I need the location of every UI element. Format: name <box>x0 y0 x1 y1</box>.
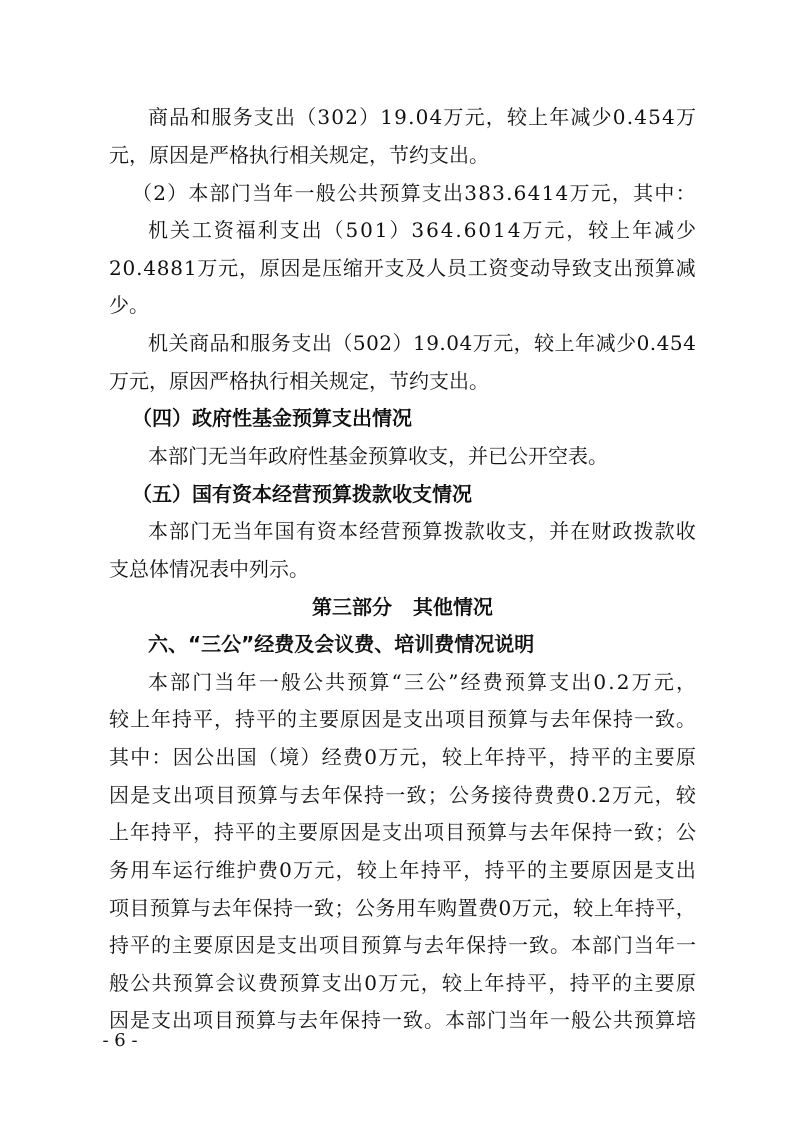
body-text-line: 因 是 支 出 项 目 预 算 与 去 年 保 持 一 致 。 本 部 门 当 年 一 般 公 共 预 算 培 <box>109 1008 696 1032</box>
body-text-line: 较 上 年 持 平 ， 持 平 的 主 要 原 因 是 支 出 项 目 预 算 与 去 年 保 持 一 致 。 <box>109 707 696 731</box>
body-text-line: 2 0 . 4 8 8 1 万 元 ， 原 因 是 压 缩 开 支 及 人 员 工 资 变 动 导 致 支 出 预 算 减 <box>109 256 696 280</box>
body-text-line: 因 是 支 出 项 目 预 算 与 去 年 保 持 一 致 ； 公 务 接 待 费 费 0 . 2 万 元 ， 较 <box>109 783 696 807</box>
body-text-line: 般 公 共 预 算 会 议 费 预 算 支 出 0 万 元 ， 较 上 年 持 平 ， 持 平 的 主 要 原 <box>109 971 696 995</box>
body-text-line: 项 目 预 算 与 去 年 保 持 一 致 ； 公 务 用 车 购 置 费 0 万 元 ， 较 上 年 持 平 ， <box>109 896 696 920</box>
body-text-line: 本部门无当年政府性基金预算收支，并已公开空表。 <box>148 444 608 468</box>
part-heading: 第三部分 其他情况 <box>312 595 493 619</box>
body-text-line: 务 用 车 运 行 维 护 费 0 万 元 ， 较 上 年 持 平 ， 持 平 的 主 要 原 因 是 支 出 <box>109 858 696 882</box>
body-text-line: （ 2 ） 本 部 门 当 年 一 般 公 共 预 算 支 出 3 8 3 . 6 4 1 4 万 元 ， 其 中 ： <box>132 181 696 205</box>
body-text-line: 持 平 的 主 要 原 因 是 支 出 项 目 预 算 与 去 年 保 持 一 致 。 本 部 门 当 年 一 <box>109 933 696 957</box>
section-heading: 六、“三公”经费及会议费、培训费情况说明 <box>148 632 535 656</box>
section-heading: （四）政府性基金预算支出情况 <box>132 406 412 430</box>
body-text-line: 元，原因是严格执行相关规定，节约支出。 <box>109 143 489 167</box>
body-text-line: 万元，原因严格执行相关规定，节约支出。 <box>109 369 489 393</box>
body-text-line: 本 部 门 无 当 年 国 有 资 本 经 营 预 算 拨 款 收 支 ， 并 在 财 政 拨 款 收 <box>148 519 696 543</box>
body-text-line: 其 中 ： 因 公 出 国 （ 境 ） 经 费 0 万 元 ， 较 上 年 持 平 ， 持 平 的 主 要 原 <box>109 745 696 769</box>
body-text-line: 机 关 商 品 和 服 务 支 出 （ 5 0 2 ） 1 9 . 0 4 万 元 ， 较 上 年 减 少 0 . 4 5 4 <box>148 331 696 355</box>
page-number: - 6 - <box>102 1030 138 1051</box>
body-text-line: 上 年 持 平 ， 持 平 的 主 要 原 因 是 支 出 项 目 预 算 与 去 年 保 持 一 致 ； 公 <box>109 820 696 844</box>
body-text-line: 少。 <box>109 293 149 317</box>
body-text-line: 支总体情况表中列示。 <box>109 557 309 581</box>
section-heading: （五）国有资本经营预算拨款收支情况 <box>132 482 472 506</box>
body-text-line: 商 品 和 服 务 支 出 （ 3 0 2 ） 1 9 . 0 4 万 元 ， 较 上 年 减 少 0 . 4 5 4 万 <box>148 105 696 129</box>
body-text-line: 机 关 工 资 福 利 支 出 （ 5 0 1 ） 3 6 4 . 6 0 1 4 万 元 ， 较 上 年 减 少 <box>148 218 696 242</box>
body-text-line: 本 部 门 当 年 一 般 公 共 预 算 “ 三 公 ” 经 费 预 算 支 出 0 . 2 万 元 ， <box>148 670 696 694</box>
